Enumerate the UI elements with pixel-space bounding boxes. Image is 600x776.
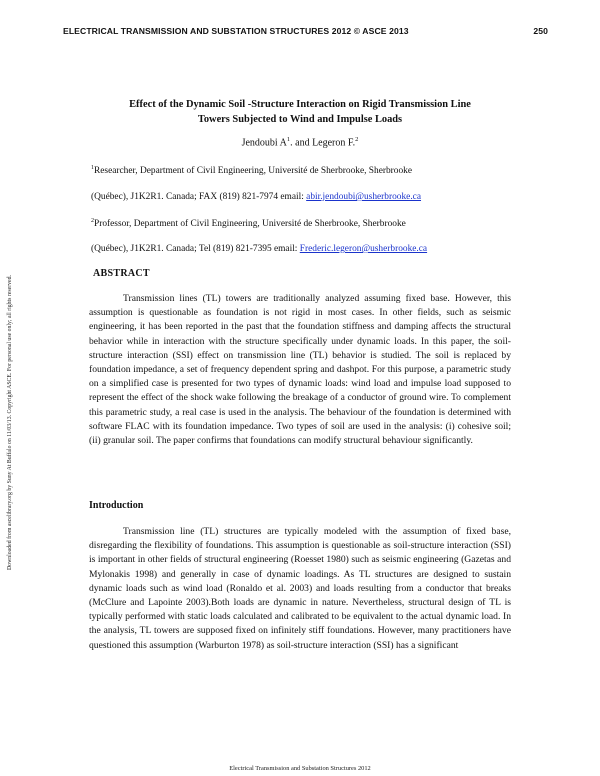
paper-title <box>80 97 520 127</box>
running-header <box>63 26 548 40</box>
download-notice: Downloaded from ascelibrary.org by Suny At Buffalo on 11/03/13. Copyright ASCE. For personal use only; all rights reserved. <box>7 275 13 570</box>
page-footer: Electrical Transmission and Substation Structures 2012 <box>229 765 371 772</box>
email-link-2[interactable]: Frederic.legeron@usherbrooke.ca <box>299 244 428 254</box>
introduction-text: Transmission line (TL) structures are typically modeled with the assumption of fixed base, disregarding the flexibility of foundations. This assumption is questionable as soil-structure interaction (SSI) is important in other fields of structural engineering (Roesset 1980) such as seismic engineering (Gazetas and Mylonakis 1998) and generally in case of dynamic loadings. As TL structures are designed to sustain dynamic loads such as wind load (Ronaldo et al. 2003) and loads resulting from a conductor that breaks (McClure and Lapointe 2003).Both loads are dynamic in nature. Nevertheless, structural design of TL is typically performed with static loads calculated and calibrated to be equivalent to the actual dynamic load. In the analysis, TL towers are supposed fixed on infinitely stiff foundations. However, many practitioners have questioned this assumption (Warburton 1978) as soil-structure interaction (SSI) has a significant <box>89 526 511 651</box>
running-title: ELECTRICAL TRANSMISSION AND SUBSTATION STRUCTURES 2012 © ASCE 2013 <box>63 26 409 36</box>
author-2-marker: 2 <box>355 136 359 143</box>
abstract-text: Transmission lines (TL) towers are traditionally analyzed assuming fixed base. However, this assumption is questionable as foundation is not rigid in most cases. In other fields, such as seismic engineering, it has been reported in the past that the foundation stiffness and damping affects the structural behavior while in interaction with the structure specifically under dynamic loads. In this paper, the soil-structure interaction (SSI) effect on transmission line (TL) behavior is studied. The soil is replaced by foundation impedance, a set of frequency dependent spring and dashpot. For this purpose, a parametric study on a simplified case is presented for two types of dynamic loads: wind load and impulse load supposed to represent the effect of the shock wake following the breakage of a conductor of ground wire. To complement this parametric study, a real case is used in the analysis. The behaviour of the foundation is determined with software FLAC with its foundation impedance. Two types of soil are used in the analysis: (i) cohesive soil; (ii) granular soil. The paper confirms that foundations can modify structural behaviour significantly. <box>89 293 511 447</box>
author-1: Jendoubi A <box>241 137 287 149</box>
email-link-1[interactable]: abir.jendoubi@usherbrooke.ca <box>306 192 422 202</box>
author-separator: . and Legeron F. <box>290 137 356 149</box>
title-line-1: Effect of the Dynamic Soil -Structure Interaction on Rigid Transmission Line <box>129 99 471 110</box>
affiliation-1-marker: 1 <box>91 165 94 171</box>
affiliation-2-line-1: $^2$Professor, Department of Civil Engineering, Université de Sherbrooke, Sherbrooke <box>91 218 406 230</box>
affiliation-2-line-2: (Québec), J1K2R1. Canada; Tel (819) 821-7395 email: Frederic.legeron@usherbrooke.ca <box>91 244 428 254</box>
affiliation-2-marker: 2 <box>91 218 94 224</box>
abstract-heading: ABSTRACT <box>93 268 150 279</box>
author-1-marker: 1 <box>286 136 291 143</box>
title-line-2: Towers Subjected to Wind and Impulse Loads <box>197 114 403 125</box>
introduction-heading: Introduction <box>89 500 144 511</box>
affiliation-1-line-1: $^1$Researcher, Department of Civil Engineering, Université de Sherbrooke, Sherbrooke <box>91 165 413 177</box>
authors <box>80 136 520 148</box>
affiliation-1-line-2: (Québec), J1K2R1. Canada; FAX (819) 821-7974 email: abir.jendoubi@usherbrooke.ca <box>91 192 422 202</box>
page-number: 250 <box>533 26 548 36</box>
